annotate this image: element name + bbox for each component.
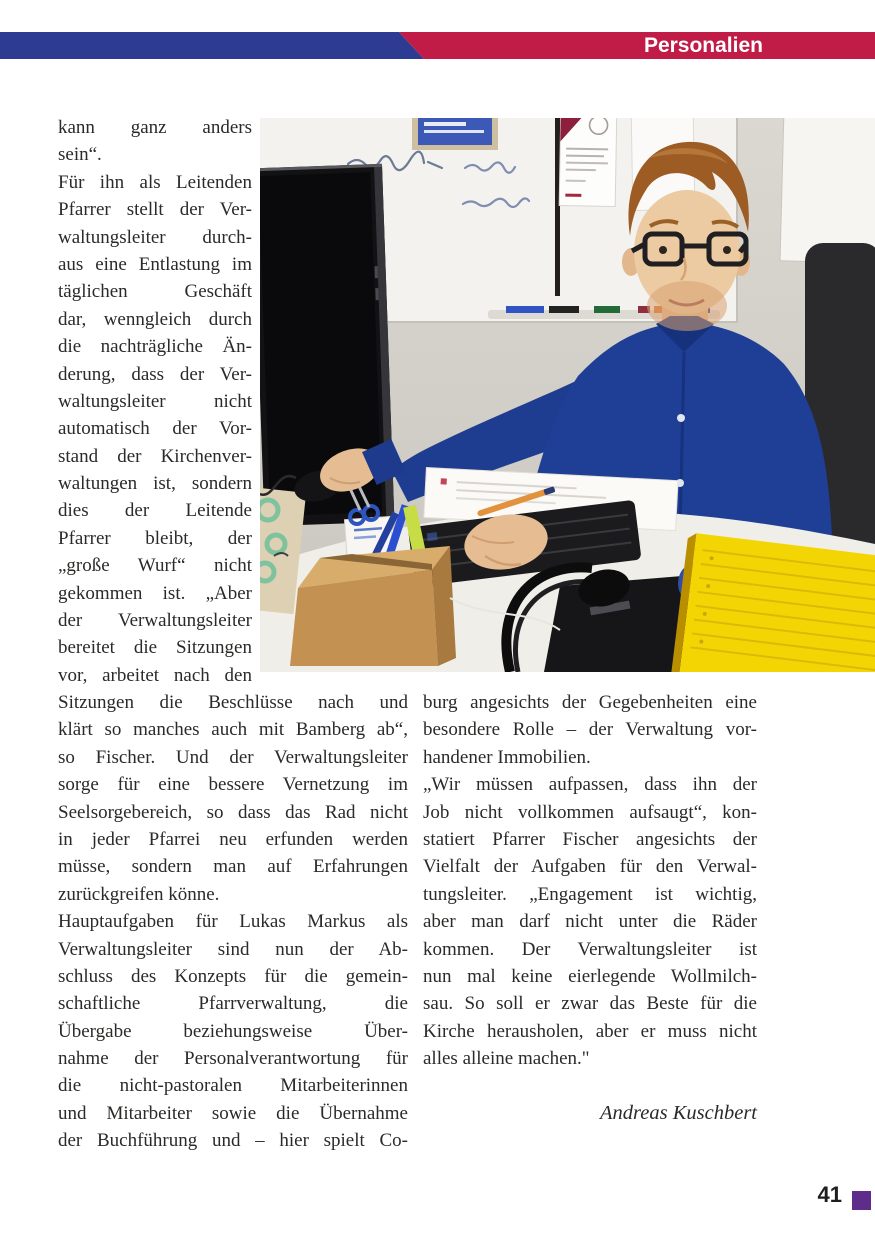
text-line: kommen. Der Verwaltungsleiter ist (423, 938, 757, 960)
text-line: vor, arbeitet nach den (58, 664, 252, 686)
text-line: „Wir müssen aufpassen, dass ihn der (423, 774, 757, 796)
text-line: stand der Kirchenver- (58, 445, 252, 467)
text-line: klärt so manches auch mit Bamberg ab“, (58, 719, 408, 741)
right-panel (780, 118, 875, 263)
text-line: der Verwaltungsleiter (58, 610, 252, 632)
yellow-folder (670, 532, 875, 672)
text-line: derung, dass der Ver- (58, 363, 252, 385)
text-line: Job nicht vollkommen aufsaugt“, kon- (423, 801, 757, 823)
text-line: dies der Leitende (58, 500, 252, 522)
text-line: sein“. (58, 144, 102, 166)
text-line: Für ihn als Leitenden (58, 171, 252, 193)
text-line: gekommen ist. „Aber (58, 582, 252, 604)
text-line: Pfarrer stellt der Ver- (58, 199, 252, 221)
text-line: zurückgreifen könne. (58, 883, 220, 905)
text-line: Pfarrer bleibt, der (58, 527, 252, 549)
text-line: Kirche herausholen, aber er muss nicht (423, 1020, 757, 1042)
text-line: statiert Pfarrer Fischer angesichts der (423, 828, 757, 850)
text-line: Sitzungen die Beschlüsse nach und (58, 692, 408, 713)
paragraph (58, 114, 252, 169)
text-line: und Mitarbeiter sowie die Übernahme (58, 1102, 408, 1124)
text-line: waltungsleiter nicht (58, 390, 252, 412)
paragraph (58, 908, 408, 1155)
header-bar (0, 32, 875, 59)
text-line: nahme der Personalverantwortung für (58, 1048, 408, 1070)
text-line: aus eine Entlastung im (58, 253, 252, 275)
text-line: die nicht-pastoralen Mitarbeiterinnen (58, 1075, 408, 1097)
header-bar-blue (0, 32, 440, 59)
text-line: tungsleiter. „Engagement ist wichtig, (423, 883, 757, 905)
author-byline: Andreas Kuschbert (600, 1102, 757, 1124)
text-line: burg angesichts der Gegebenheiten eine (423, 692, 757, 713)
text-line: handener Immobilien. (423, 746, 591, 768)
text-line: nun mal keine eierlegende Wollmilch- (423, 965, 757, 987)
text-line: der Buchführung und – hier spielt Co- (58, 1130, 408, 1152)
text-line: waltungsleiter durch- (58, 226, 252, 248)
text-line: Seelsorgebereich, so dass das Rad nicht (58, 801, 408, 823)
section-title: Personalien (643, 34, 763, 57)
text-line: schluss des Konzepts für die gemein- (58, 965, 408, 987)
blue-plaque (412, 118, 498, 150)
text-line: alles alleine machen." (423, 1048, 590, 1070)
text-line: die nachträgliche Än- (58, 336, 252, 358)
text-line: in jeder Pfarrei neu erfunden werden (58, 828, 408, 850)
text-line: sorge für eine bessere Vernetzung im (58, 774, 408, 796)
text-line: aber man darf nicht unter die Räder (423, 911, 757, 933)
text-line: Verwaltungsleiter sind nun der Ab- (58, 938, 408, 960)
article-column-right (423, 689, 757, 1072)
page-corner-marker (852, 1191, 871, 1210)
text-line: so Fischer. Und der Verwaltungsleiter (58, 746, 408, 768)
text-line: besondere Rolle – der Verwaltung vor- (423, 719, 757, 741)
text-line: automatisch der Vor- (58, 418, 252, 440)
text-line: bereitet die Sitzungen (58, 637, 252, 659)
board-divider (555, 118, 560, 296)
page-number: 41 (817, 1182, 842, 1207)
text-line: sau. So soll er zwar das Beste für die (423, 993, 757, 1015)
text-line: dar, wenngleich durch (58, 308, 252, 330)
text-line: müsse, sondern man auf Erfahrungen (58, 856, 408, 878)
text-line: waltungen ist, sondern (58, 473, 252, 495)
paragraph (58, 169, 252, 689)
text-line: Hauptaufgaben für Lukas Markus als (58, 911, 408, 933)
text-line: Übergabe beziehungsweise Über- (58, 1020, 408, 1042)
paragraph (423, 689, 757, 771)
text-line: kann ganz anders (58, 117, 252, 138)
text-line: Vielfalt der Aufgaben für den Verwal- (423, 856, 757, 878)
article-column-left (58, 689, 408, 1155)
text-line: schaftliche Pfarrverwaltung, die (58, 993, 408, 1015)
article-column-narrow (58, 114, 252, 689)
paragraph (423, 771, 757, 1072)
pinned-paper-logo (559, 118, 617, 206)
office-photo (260, 118, 875, 672)
text-line: täglichen Geschäft (58, 281, 252, 303)
text-line: „große Wurf“ nicht (58, 555, 252, 577)
paragraph (58, 689, 408, 908)
